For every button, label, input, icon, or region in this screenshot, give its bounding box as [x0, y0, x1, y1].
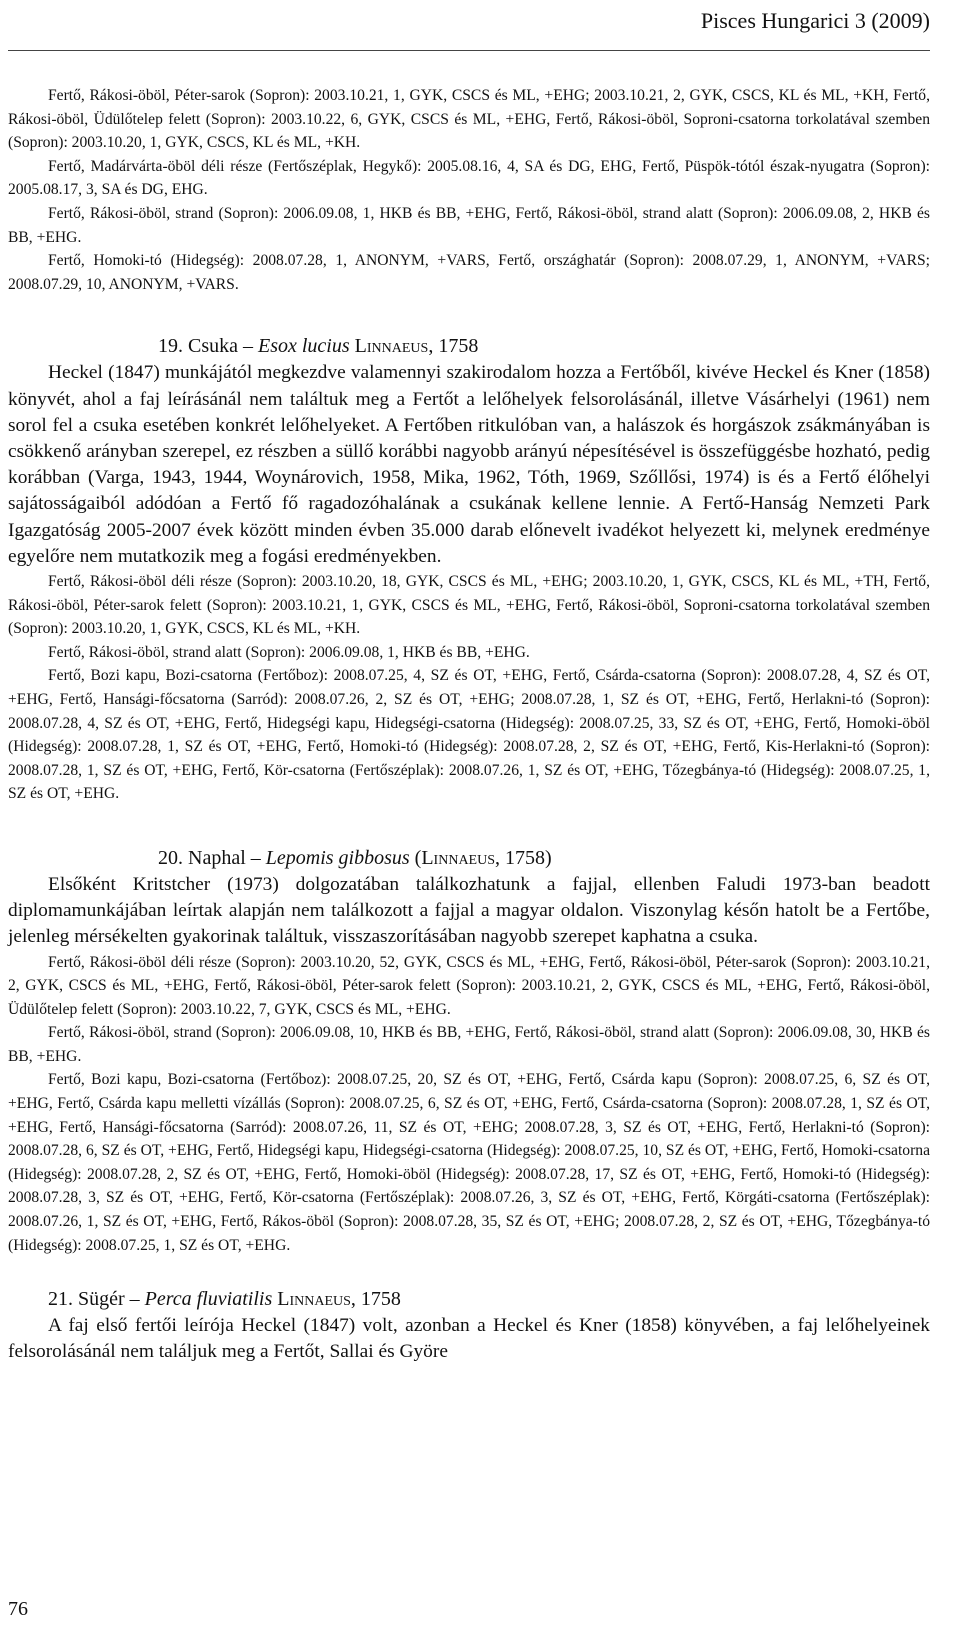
- species-year: , 1758): [495, 846, 552, 869]
- species-number: 21.: [48, 1288, 73, 1311]
- species-scientific-name: Esox lucius: [258, 335, 350, 358]
- locality-paragraph: Fertő, Rákosi-öböl déli része (Sopron): 2003.10.20, 52, GYK, CSCS és ML, +EHG, Fertő, Rákosi-öböl, Péter-sarok (Sopron): 2003.10.21, 2, GYK, CSCS és ML, +EHG, Fertő, Rákosi-öböl, Péter-sarok felett (Sopron): 2003.10.21, 2, GYK, CSCS és ML, +EHG, Fertő, Rákosi-öböl, Üdülőtelep felett (Sopron): 2003.10.22, 7, GYK, CSCS és ML, +EHG.: [8, 953, 930, 1018]
- species-scientific-name: Lepomis gibbosus: [265, 846, 410, 869]
- species-description: A faj első fertői leírója Heckel (1847) volt, azonban a Heckel és Kner (1858) könyvében, a faj lelőhelyeinek felsorolásánál nem találjuk meg a Fertőt, Sallai és Györe: [8, 1315, 930, 1363]
- species-author: Linnaeus: [354, 335, 429, 358]
- header-rule: [8, 50, 930, 51]
- species-year: , 1758: [350, 1288, 401, 1311]
- locality-paragraph: Fertő, Rákosi-öböl, strand (Sopron): 2006.09.08, 1, HKB és BB, +EHG, Fertő, Rákosi-öböl, strand alatt (Sopron): 2006.09.08, 2, HKB és BB, +EHG.: [8, 204, 930, 246]
- species-common-name: Naphal: [188, 846, 246, 869]
- species-common-name: Sügér: [78, 1288, 125, 1311]
- species-number: 20.: [158, 846, 183, 869]
- locality-paragraph: Fertő, Rákosi-öböl déli része (Sopron): 2003.10.20, 18, GYK, CSCS és ML, +EHG; 2003.10.20, 1, GYK, CSCS, KL és ML, +TH, Fertő, Rákosi-öböl, Péter-sarok felett (Sopron): 2003.10.21, 1, GYK, CSCS és ML, +EHG, Fertő, Rákosi-öböl, Soproni-csatorna torkolatával szemben (Sopron): 2003.10.20, 1, GYK, CSCS, KL és ML, +KH.: [8, 572, 930, 638]
- species-heading-21: 21. Sügér – Perca fluviatilis Linnaeus, 1758: [48, 1288, 401, 1311]
- page-number: 76: [8, 1598, 28, 1620]
- locality-paragraph: Fertő, Rákosi-öböl, strand alatt (Sopron): 2006.09.08, 1, HKB és BB, +EHG.: [48, 643, 530, 661]
- locality-paragraph: Fertő, Madárvárta-öböl déli része (Fertőszéplak, Hegykő): 2005.08.16, 4, SA és DG, EHG, Fertő, Püspök-tótól észak-nyugatra (Sopron): 2005.08.17, 3, SA és DG, EHG.: [8, 157, 930, 199]
- species-heading-20: 20. Naphal – Lepomis gibbosus (Linnaeus, 1758): [158, 846, 552, 869]
- locality-paragraph: Fertő, Rákosi-öböl, Péter-sarok (Sopron): 2003.10.21, 1, GYK, CSCS és ML, +EHG; 2003.10.21, 2, GYK, CSCS, KL és ML, +KH, Fertő, Rákosi-öböl, Üdülőtelep felett (Sopron): 2003.10.22, 6, GYK, CSCS és ML, +EHG, Fertő, Rákosi-öböl, Soproni-csatorna torkolatával szemben (Sopron): 2003.10.20, 1, GYK, CSCS, KL és ML, +KH.: [8, 87, 930, 152]
- species-year: , 1758: [428, 335, 479, 358]
- species-description: Heckel (1847) munkájától megkezdve valamennyi szakirodalom hozza a Fertőből, kivéve Heckel és Kner (1858) könyvét, ahol a faj leírásánál nem találtuk meg a Fertőt a lelőhelyek felsorolásánál, illetve Vásárhelyi (1961) nem sorol fel a csuka esetében konkrét lelőhelyeket. A Fertőben ritkulóban van, a halászok és horgászok zsákmányában is csökkenő arányban szerepel, ez részben a süllő korábbi nagyobb arányú népesítésével is összefüggésbe hozható, pedig korábban (Varga, 1943, 1944, Woynárovich, 1958, Mika, 1962, Tóth, 1969, Szőllősi, 1974) is és a Fertő élőhelyi sajátosságaiból adódóan a Fertő fő ragadozóhalának a csukának kellene lennie. A Fertő-Hanság Nemzeti Park Igazgatóság 2005-2007 évek között minden évben 35.000 darab előnevelt ivadékot helyezett ki, melynek eredménye egyelőre nem mutatkozik meg a fogási eredményekben.: [8, 362, 930, 567]
- locality-paragraph: Fertő, Rákosi-öböl, strand (Sopron): 2006.09.08, 10, HKB és BB, +EHG, Fertő, Rákosi-öböl, strand alatt (Sopron): 2006.09.08, 30, HKB és BB, +EHG.: [8, 1024, 930, 1065]
- running-header: Pisces Hungarici 3 (2009): [700, 8, 930, 33]
- page-content: [8, 84, 930, 1366]
- species-author: Linnaeus: [277, 1288, 351, 1311]
- species-scientific-name: Perca fluviatilis: [144, 1288, 273, 1311]
- locality-paragraph: Fertő, Bozi kapu, Bozi-csatorna (Fertőboz): 2008.07.25, 20, SZ és OT, +EHG, Fertő, Csárda kapu (Sopron): 2008.07.25, 6, SZ és OT, +EHG, Fertő, Csárda kapu melletti vízállás (Sopron): 2008.07.25, 6, SZ és OT, +EHG, Fertő, Csárda-csatorna (Sopron): 2008.07.28, 1, SZ és OT, +EHG, Fertő, Hansági-főcsatorna (Sarród): 2008.07.26, 11, SZ és OT, +EHG; 2008.07.28, 3, SZ és OT, +EHG, Fertő, Herlakni-tó (Sopron): 2008.07.28, 6, SZ és OT, +EHG, Fertő, Hidegségi kapu, Hidegségi-csatorna (Hidegség): 2008.07.25, 10, SZ és OT, +EHG, Fertő, Homoki-csatorna (Hidegség): 2008.07.28, 2, SZ és OT, +EHG, Fertő, Homoki-öböl (Hidegség): 2008.07.28, 17, SZ és OT, +EHG, Fertő, Homoki-tó (Hidegség): 2008.07.28, 3, SZ és OT, +EHG, Fertő, Kör-csatorna (Fertőszéplak): 2008.07.26, 3, SZ és OT, +EHG, Fertő, Körgáti-csatorna (Fertőszéplak): 2008.07.26, 1, SZ és OT, +EHG, Fertő, Rákos-öböl (Sopron): 2008.07.28, 35, SZ és OT, +EHG; 2008.07.28, 2, SZ és OT, +EHG, Tőzegbánya-tó (Hidegség): 2008.07.25, 1, SZ és OT, +EHG.: [8, 1071, 930, 1254]
- species-common-name: Csuka: [188, 335, 238, 358]
- species-description: Elsőként Kritstcher (1973) dolgozatában találkozhatunk a fajjal, ellenben Faludi 1973-ban beadott diplomamunkájában leírtak alapján nem találkozott a fajjal a magyar oldalon. Viszonylag későn hatolt be a Fertőbe, jelenleg mérsékelten gyakorinak találtuk, visszaszorításában nagyobb szerepet kaphatna a csuka.: [8, 873, 930, 948]
- locality-paragraph: Fertő, Bozi kapu, Bozi-csatorna (Fertőboz): 2008.07.25, 4, SZ és OT, +EHG, Fertő, Csárda-csatorna (Sopron): 2008.07.28, 4, SZ és OT, +EHG, Fertő, Hansági-főcsatorna (Sarród): 2008.07.26, 2, SZ és OT, +EHG; 2008.07.28, 1, SZ és OT, +EHG, Fertő, Herlakni-tó (Sopron): 2008.07.28, 4, SZ és OT, +EHG, Fertő, Hidegségi kapu, Hidegségi-csatorna (Hidegség): 2008.07.25, 33, SZ és OT, +EHG, Fertő, Homoki-öböl (Hidegség): 2008.07.28, 1, SZ és OT, +EHG, Fertő, Homoki-tó (Hidegség): 2008.07.28, 2, SZ és OT, +EHG, Fertő, Kis-Herlakni-tó (Sopron): 2008.07.28, 1, SZ és OT, +EHG, Fertő, Kör-csatorna (Fertőszéplak): 2008.07.26, 1, SZ és OT, +EHG, Tőzegbánya-tó (Hidegség): 2008.07.25, 1, SZ és OT, +EHG.: [8, 667, 930, 803]
- species-heading-19: 19. Csuka – Esox lucius Linnaeus, 1758: [158, 335, 479, 358]
- locality-paragraph: Fertő, Homoki-tó (Hidegség): 2008.07.28, 1, ANONYM, +VARS, Fertő, országhatár (Sopron): 2008.07.29, 1, ANONYM, +VARS; 2008.07.29, 10, ANONYM, +VARS.: [8, 252, 930, 293]
- species-number: 19.: [158, 335, 183, 358]
- species-author: Linnaeus: [421, 846, 496, 869]
